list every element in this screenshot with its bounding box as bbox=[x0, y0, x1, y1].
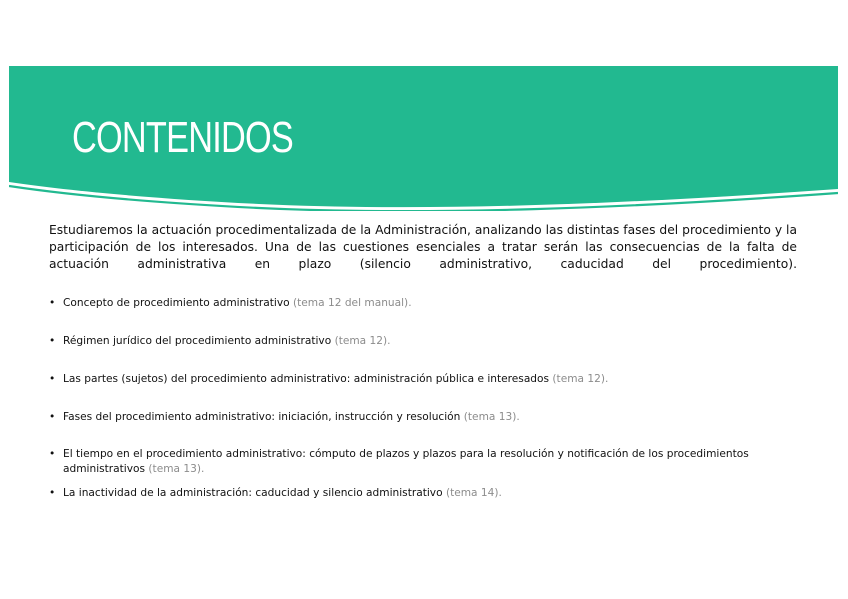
topic-item bbox=[49, 410, 797, 425]
bullet: • bbox=[49, 335, 56, 347]
bullet: • bbox=[49, 411, 56, 423]
intro-paragraph: Estudiaremos la actuación procedimentalizada de la Administración, analizando las distintas fases del procedimiento y la participación de los interesados. Una de las cuestiones esenciales a tratar serán las consecuencias de la falta de actuación administrativa en plazo (silencio administrativo, caducidad del procedimiento). bbox=[49, 223, 797, 271]
topic-reference: (tema 14). bbox=[445, 487, 502, 499]
topic-text: Concepto de procedimiento administrativo bbox=[63, 297, 290, 309]
topic-text: El tiempo en el procedimiento administrativo: cómputo de plazos y plazos para la resolución y notificación de los procedimientos administrativos bbox=[63, 448, 749, 475]
topic-reference: (tema 13). bbox=[463, 411, 520, 423]
topic-text: Régimen jurídico del procedimiento administrativo bbox=[63, 335, 332, 347]
topic-item bbox=[49, 334, 797, 349]
topic-text: La inactividad de la administración: caducidad y silencio administrativo bbox=[63, 487, 443, 499]
bullet: • bbox=[49, 297, 56, 309]
bullet: • bbox=[49, 448, 56, 460]
page-title: CONTENIDOS bbox=[72, 113, 294, 162]
topic-reference: (tema 12). bbox=[552, 373, 609, 385]
topic-item bbox=[49, 372, 797, 387]
topic-text: Fases del procedimiento administrativo: iniciación, instrucción y resolución bbox=[63, 411, 461, 423]
topic-reference: (tema 12). bbox=[334, 335, 391, 347]
bullet: • bbox=[49, 487, 56, 499]
topic-reference: (tema 13). bbox=[148, 463, 205, 475]
bullet: • bbox=[49, 373, 56, 385]
topic-reference: (tema 12 del manual). bbox=[293, 297, 412, 309]
topic-item bbox=[49, 447, 797, 477]
topic-text: Las partes (sujetos) del procedimiento administrativo: administración pública e interesados bbox=[63, 373, 550, 385]
topic-item bbox=[49, 486, 797, 501]
topic-item bbox=[49, 296, 797, 311]
